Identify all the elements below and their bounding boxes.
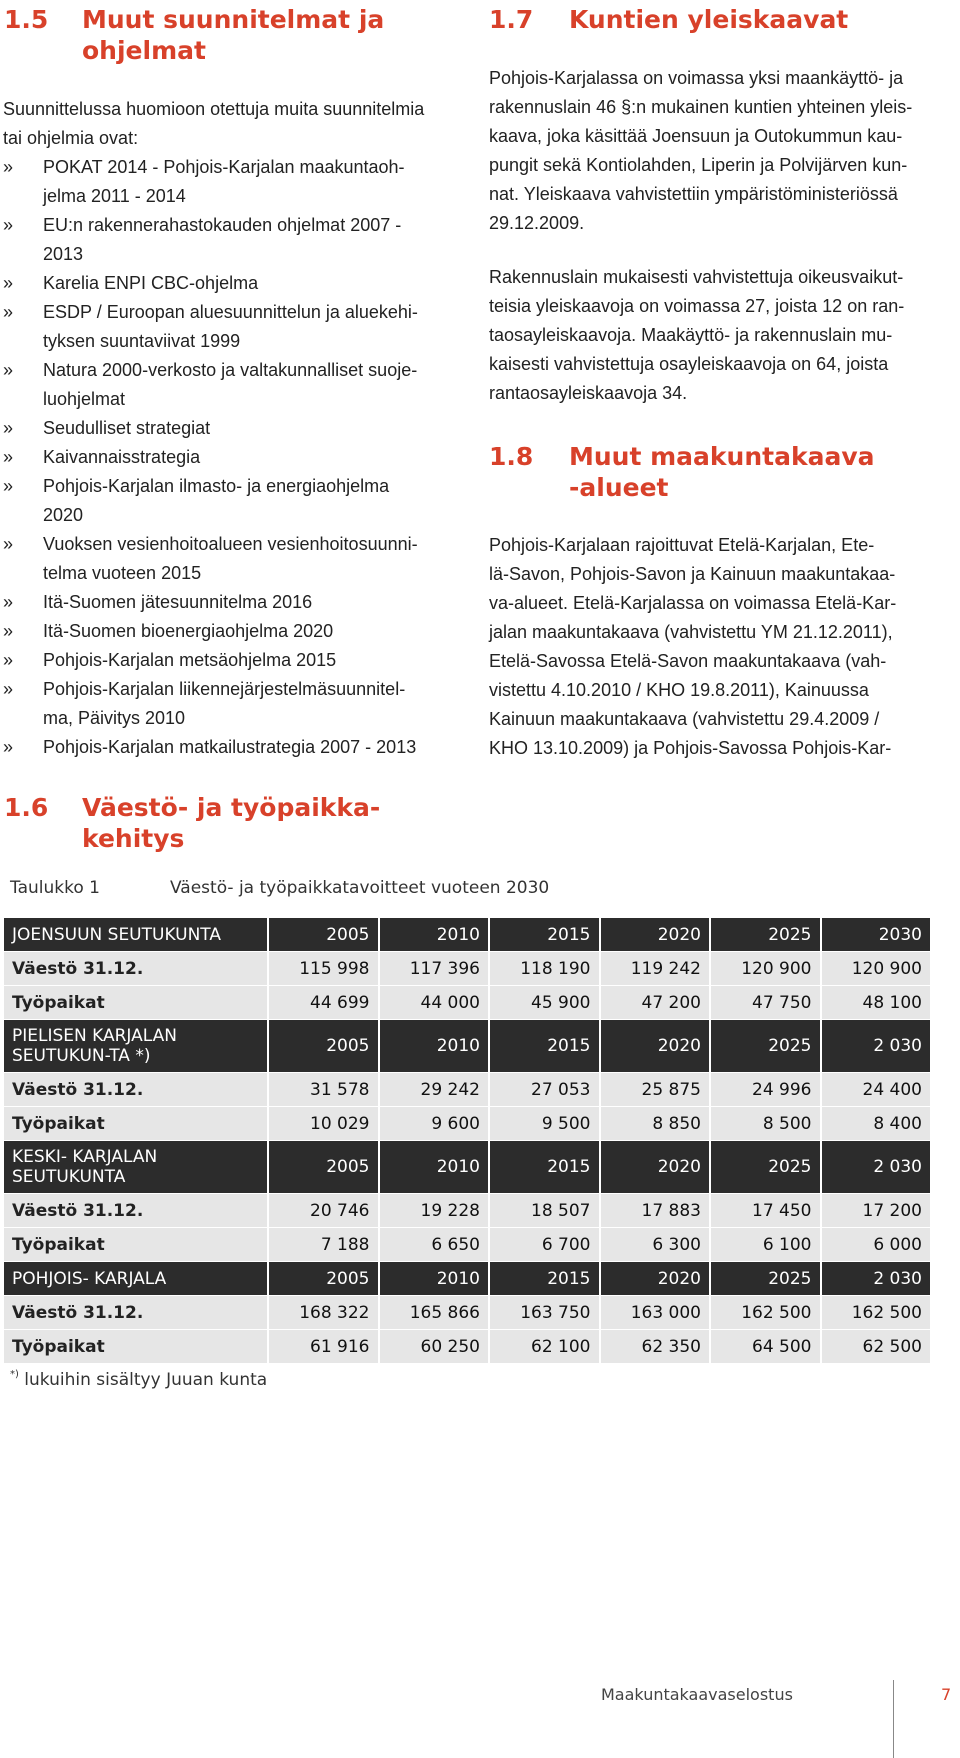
value-cell: 117 396 [379, 952, 490, 986]
plans-list [3, 153, 468, 762]
bullet-marker: » [3, 273, 14, 293]
value-cell: 24 400 [821, 1073, 932, 1107]
year-header-cell: 2005 [268, 918, 379, 952]
bullet-marker: » [3, 737, 14, 757]
value-cell: 162 500 [710, 1296, 821, 1330]
section-1-5-body [3, 95, 468, 762]
bullet-marker: » [3, 418, 14, 438]
year-header-cell: 2025 [710, 1141, 821, 1194]
value-cell: 24 996 [710, 1073, 821, 1107]
bullet-marker: » [3, 360, 14, 380]
value-cell: 6 000 [821, 1228, 932, 1262]
list-item [3, 530, 468, 588]
table-header-row [4, 1262, 931, 1296]
value-cell: 31 578 [268, 1073, 379, 1107]
value-cell: 6 300 [600, 1228, 711, 1262]
list-item [3, 617, 468, 646]
table-header-row [4, 1141, 931, 1194]
paragraph-line: lä-Savon, Pohjois-Savon ja Kainuun maakuntakaa- [489, 564, 896, 584]
list-item-text: jelma 2011 - 2014 [43, 186, 186, 206]
paragraph-line: pungit sekä Kontiolahden, Liperin ja Polvijärven kun- [489, 155, 908, 175]
list-item-text: Pohjois-Karjalan metsäohjelma 2015 [43, 650, 337, 670]
value-cell: 9 500 [489, 1107, 600, 1141]
row-label-cell: Työpaikat [4, 1228, 268, 1262]
value-cell: 120 900 [710, 952, 821, 986]
list-item [3, 646, 468, 675]
heading-1-7-title: Kuntien yleiskaavat [569, 5, 849, 34]
value-cell: 6 100 [710, 1228, 821, 1262]
list-item-text: Seudulliset strategiat [43, 418, 211, 438]
year-header-cell: 2010 [379, 1262, 490, 1296]
section-1-7-paragraph-2 [489, 263, 949, 408]
list-item-text: Itä-Suomen jätesuunnitelma 2016 [43, 592, 313, 612]
year-header-cell: 2025 [710, 1262, 821, 1296]
paragraph-line: nat. Yleiskaava vahvistettiin ympäristöministeriössä [489, 184, 898, 204]
list-item-text: POKAT 2014 - Pohjois-Karjalan maakuntaoh- [43, 157, 405, 177]
year-header-cell: 2025 [710, 1020, 821, 1073]
value-cell: 162 500 [821, 1296, 932, 1330]
year-header-cell: 2005 [268, 1020, 379, 1073]
value-cell: 163 750 [489, 1296, 600, 1330]
value-cell: 9 600 [379, 1107, 490, 1141]
value-cell: 19 228 [379, 1194, 490, 1228]
heading-1-5 [4, 4, 464, 68]
row-label-cell: Työpaikat [4, 1107, 268, 1141]
heading-1-6-title-line2: kehitys [82, 824, 185, 853]
value-cell: 44 699 [268, 986, 379, 1020]
paragraph-line: Kainuun maakuntakaava (vahvistettu 29.4.2009 / [489, 709, 880, 729]
list-item-text: Itä-Suomen bioenergiaohjelma 2020 [43, 621, 334, 641]
year-header-cell: 2025 [710, 918, 821, 952]
value-cell: 17 883 [600, 1194, 711, 1228]
footer-document-title: Maakuntakaavaselostus [601, 1685, 793, 1704]
list-item-text: Kaivannaisstrategia [43, 447, 201, 467]
paragraph-line: vistettu 4.10.2010 / KHO 19.8.2011), Kainuussa [489, 680, 869, 700]
heading-1-6-title-line1: Väestö- ja työpaikka- [82, 793, 381, 822]
list-item-text: ma, Päivitys 2010 [43, 708, 186, 728]
table-row [4, 1194, 931, 1228]
list-item-text: Pohjois-Karjalan liikennejärjestelmäsuunnitel- [43, 679, 406, 699]
year-header-cell: 2020 [600, 1020, 711, 1073]
bullet-marker: » [3, 592, 14, 612]
bullet-marker: » [3, 650, 14, 670]
paragraph-line: Etelä-Savossa Etelä-Savon maakuntakaava (vah- [489, 651, 887, 671]
bullet-marker: » [3, 476, 14, 496]
value-cell: 47 750 [710, 986, 821, 1020]
table-row [4, 1228, 931, 1262]
list-item [3, 588, 468, 617]
list-item [3, 472, 468, 530]
value-cell: 48 100 [821, 986, 932, 1020]
year-header-cell: 2015 [489, 1262, 600, 1296]
list-item-text: ESDP / Euroopan aluesuunnittelun ja aluekehi- [43, 302, 418, 322]
list-item [3, 211, 468, 269]
paragraph-line: rantaosayleiskaavoja 34. [489, 383, 688, 403]
bullet-marker: » [3, 302, 14, 322]
value-cell: 62 500 [821, 1330, 932, 1364]
value-cell: 47 200 [600, 986, 711, 1020]
paragraph-line: teisia yleiskaavoja on voimassa 27, joista 12 on ran- [489, 296, 905, 316]
list-item [3, 269, 468, 298]
year-header-cell: 2 030 [821, 1020, 932, 1073]
list-item-text: 2020 [43, 505, 84, 525]
value-cell: 118 190 [489, 952, 600, 986]
list-item [3, 443, 468, 472]
value-cell: 60 250 [379, 1330, 490, 1364]
row-label-cell: Työpaikat [4, 986, 268, 1020]
bullet-marker: » [3, 621, 14, 641]
value-cell: 27 053 [489, 1073, 600, 1107]
population-table [4, 918, 932, 1364]
list-item-text: EU:n rakennerahastokauden ohjelmat 2007 - [43, 215, 402, 235]
heading-1-8-title-line2: -alueet [569, 473, 669, 502]
paragraph-line: jalan maakuntakaava (vahvistettu YM 21.12.2011), [489, 622, 893, 642]
value-cell: 120 900 [821, 952, 932, 986]
heading-1-7 [489, 4, 929, 38]
year-header-cell: 2010 [379, 1020, 490, 1073]
footnote-marker: *) [10, 1369, 19, 1380]
list-item-text: Pohjois-Karjalan matkailustrategia 2007 - 2013 [43, 737, 417, 757]
value-cell: 44 000 [379, 986, 490, 1020]
footer-divider [893, 1680, 894, 1758]
table-row [4, 1107, 931, 1141]
heading-1-5-number: 1.5 [4, 5, 49, 34]
list-item [3, 298, 468, 356]
paragraph-line: Rakennuslain mukaisesti vahvistettuja oikeusvaikut- [489, 267, 904, 287]
row-label-cell: Väestö 31.12. [4, 1073, 268, 1107]
year-header-cell: 2015 [489, 1020, 600, 1073]
bullet-marker: » [3, 534, 14, 554]
paragraph-line: KHO 13.10.2009) ja Pohjois-Savossa Pohjois-Kar- [489, 738, 892, 758]
list-item-text: Pohjois-Karjalan ilmasto- ja energiaohjelma [43, 476, 390, 496]
paragraph-line: 29.12.2009. [489, 213, 585, 233]
heading-1-8-number: 1.8 [489, 442, 534, 471]
heading-1-8 [489, 441, 929, 505]
value-cell: 6 700 [489, 1228, 600, 1262]
list-item-text: luohjelmat [43, 389, 126, 409]
intro-line: tai ohjelmia ovat: [3, 128, 139, 148]
value-cell: 18 507 [489, 1194, 600, 1228]
list-item-text: Karelia ENPI CBC-ohjelma [43, 273, 259, 293]
heading-1-8-title-line1: Muut maakuntakaava [569, 442, 875, 471]
list-item [3, 153, 468, 211]
paragraph-line: va-alueet. Etelä-Karjalassa on voimassa Etelä-Kar- [489, 593, 897, 613]
year-header-cell: 2015 [489, 1141, 600, 1194]
table-header-row [4, 918, 931, 952]
value-cell: 165 866 [379, 1296, 490, 1330]
year-header-cell: 2020 [600, 918, 711, 952]
value-cell: 62 350 [600, 1330, 711, 1364]
list-item [3, 414, 468, 443]
value-cell: 17 450 [710, 1194, 821, 1228]
heading-1-6-number: 1.6 [4, 793, 49, 822]
year-header-cell: 2020 [600, 1262, 711, 1296]
paragraph-line: Pohjois-Karjalassa on voimassa yksi maankäyttö- ja [489, 68, 904, 88]
bullet-marker: » [3, 447, 14, 467]
bullet-marker: » [3, 679, 14, 699]
value-cell: 8 500 [710, 1107, 821, 1141]
value-cell: 168 322 [268, 1296, 379, 1330]
value-cell: 25 875 [600, 1073, 711, 1107]
region-name-cell: POHJOIS- KARJALA [4, 1262, 268, 1296]
section-1-8-paragraph [489, 531, 949, 763]
value-cell: 29 242 [379, 1073, 490, 1107]
region-name-cell: PIELISEN KARJALAN SEUTUKUN-TA *) [4, 1020, 268, 1073]
value-cell: 61 916 [268, 1330, 379, 1364]
page-number: 7 [941, 1685, 952, 1704]
table-caption: Väestö- ja työpaikkatavoitteet vuoteen 2030 [170, 878, 550, 898]
value-cell: 115 998 [268, 952, 379, 986]
paragraph-line: kaisesti vahvistettuja osayleiskaavoja on 64, joista [489, 354, 889, 374]
bullet-marker: » [3, 215, 14, 235]
row-label-cell: Väestö 31.12. [4, 1296, 268, 1330]
table-footnote [10, 1369, 267, 1390]
list-item-text: tyksen suuntaviivat 1999 [43, 331, 241, 351]
year-header-cell: 2010 [379, 1141, 490, 1194]
region-name-cell: KESKI- KARJALAN SEUTUKUNTA [4, 1141, 268, 1194]
region-name-cell: JOENSUUN SEUTUKUNTA [4, 918, 268, 952]
value-cell: 7 188 [268, 1228, 379, 1262]
year-header-cell: 2005 [268, 1141, 379, 1194]
year-header-cell: 2 030 [821, 1141, 932, 1194]
year-header-cell: 2020 [600, 1141, 711, 1194]
list-item [3, 356, 468, 414]
paragraph-line: Pohjois-Karjalaan rajoittuvat Etelä-Karjalan, Ete- [489, 535, 875, 555]
year-header-cell: 2030 [821, 918, 932, 952]
value-cell: 45 900 [489, 986, 600, 1020]
value-cell: 62 100 [489, 1330, 600, 1364]
bullet-marker: » [3, 157, 14, 177]
row-label-cell: Työpaikat [4, 1330, 268, 1364]
heading-1-7-number: 1.7 [489, 5, 534, 34]
heading-1-6 [4, 792, 464, 856]
heading-1-5-title-line1: Muut suunnitelmat ja [82, 5, 385, 34]
footnote-text: lukuihin sisältyy Juuan kunta [18, 1370, 268, 1390]
value-cell: 10 029 [268, 1107, 379, 1141]
table-row [4, 1073, 931, 1107]
list-item-text: 2013 [43, 244, 84, 264]
row-label-cell: Väestö 31.12. [4, 1194, 268, 1228]
table-row [4, 952, 931, 986]
year-header-cell: 2015 [489, 918, 600, 952]
value-cell: 8 850 [600, 1107, 711, 1141]
value-cell: 64 500 [710, 1330, 821, 1364]
list-item-text: Vuoksen vesienhoitoalueen vesienhoitosuunni- [43, 534, 418, 554]
value-cell: 163 000 [600, 1296, 711, 1330]
table-header-row [4, 1020, 931, 1073]
year-header-cell: 2010 [379, 918, 490, 952]
year-header-cell: 2005 [268, 1262, 379, 1296]
table-row [4, 1330, 931, 1364]
value-cell: 6 650 [379, 1228, 490, 1262]
year-header-cell: 2 030 [821, 1262, 932, 1296]
list-item [3, 675, 468, 733]
list-item [3, 733, 468, 762]
row-label-cell: Väestö 31.12. [4, 952, 268, 986]
section-1-7-paragraph-1 [489, 64, 949, 238]
paragraph-line: kaava, joka käsittää Joensuun ja Outokummun kau- [489, 126, 903, 146]
list-item-text: telma vuoteen 2015 [43, 563, 202, 583]
paragraph-line: taosayleiskaavoja. Maakäyttö- ja rakennuslain mu- [489, 325, 893, 345]
value-cell: 17 200 [821, 1194, 932, 1228]
value-cell: 8 400 [821, 1107, 932, 1141]
table-row [4, 1296, 931, 1330]
heading-1-5-title-line2: ohjelmat [82, 36, 206, 65]
value-cell: 20 746 [268, 1194, 379, 1228]
intro-line: Suunnittelussa huomioon otettuja muita suunnitelmia [3, 99, 425, 119]
table-label: Taulukko 1 [10, 878, 100, 898]
table-row [4, 986, 931, 1020]
paragraph-line: rakennuslain 46 §:n mukainen kuntien yhteinen yleis- [489, 97, 913, 117]
value-cell: 119 242 [600, 952, 711, 986]
list-item-text: Natura 2000-verkosto ja valtakunnalliset suoje- [43, 360, 418, 380]
